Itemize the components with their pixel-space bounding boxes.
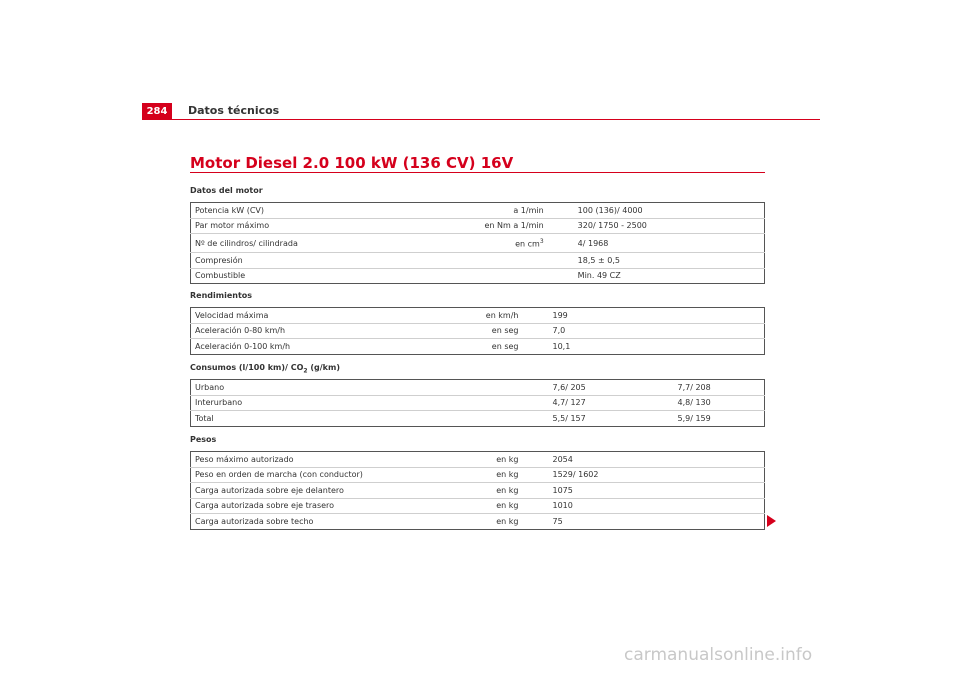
- header-divider: [142, 119, 820, 120]
- row-label: Carga autorizada sobre eje trasero: [191, 498, 481, 514]
- row-unit: en kg: [481, 483, 523, 499]
- row-label: Compresión: [191, 253, 481, 269]
- table-row: [191, 395, 765, 411]
- table-row: [191, 380, 765, 396]
- section-heading-consumos: Consumos (l/100 km)/ $CO_2$ (g/km): [190, 363, 340, 375]
- table-row: [191, 203, 765, 219]
- watermark: carmanualsonline.info: [624, 645, 813, 665]
- table-row: [191, 411, 765, 427]
- table-row: [191, 218, 765, 234]
- table-row: [191, 339, 765, 355]
- row-unit: [481, 411, 523, 427]
- table-row: [191, 452, 765, 468]
- row-label: Urbano: [191, 380, 481, 396]
- row-unit: en km/h: [481, 308, 523, 324]
- title-divider: [190, 172, 765, 173]
- row-value-2: 7,7/ 208: [648, 380, 765, 396]
- section-heading-pesos: Pesos: [190, 435, 217, 444]
- row-unit: [481, 268, 548, 284]
- section-heading-motor: Datos del motor: [190, 186, 263, 195]
- row-label: Velocidad máxima: [191, 308, 481, 324]
- page-title: Motor Diesel 2.0 100 kW (136 CV) 16V: [190, 154, 514, 172]
- consumos-table: [190, 379, 765, 427]
- row-value: 10,1: [552, 341, 571, 351]
- row-value: Min. 49 CZ: [577, 271, 621, 281]
- row-value: 7,0: [523, 323, 765, 339]
- table-row: [191, 253, 765, 269]
- row-label: Combustible: [195, 271, 246, 281]
- rendimientos-table: [190, 307, 765, 355]
- row-unit: [481, 253, 548, 269]
- row-unit: en seg: [481, 323, 523, 339]
- row-value-1: 4,7/ 127: [523, 395, 648, 411]
- row-unit: en kg: [481, 498, 523, 514]
- row-unit: en kg: [481, 452, 523, 468]
- row-value: 1075: [523, 483, 765, 499]
- row-value: 320/ 1750 - 2500: [548, 218, 765, 234]
- row-unit: [481, 380, 523, 396]
- table-row: [191, 268, 765, 284]
- row-label: Par motor máximo: [191, 218, 481, 234]
- row-unit: en kg: [481, 467, 523, 483]
- section-heading-rendimientos: Rendimientos: [190, 291, 253, 300]
- row-unit: en seg: [491, 341, 519, 351]
- row-label: Nº de cilindros/ cilindrada: [191, 234, 481, 253]
- pesos-table: [190, 451, 765, 530]
- row-unit: en kg: [496, 516, 519, 526]
- table-row: [191, 308, 765, 324]
- row-value: 1010: [523, 498, 765, 514]
- table-row: [191, 483, 765, 499]
- row-label: Potencia kW (CV): [191, 203, 481, 219]
- table-row: [191, 467, 765, 483]
- row-value-2: 5,9/ 159: [677, 413, 711, 423]
- row-value-2: 4,8/ 130: [648, 395, 765, 411]
- row-unit: [481, 395, 523, 411]
- running-header-title: Datos técnicos: [188, 104, 280, 117]
- row-unit: a 1/min: [481, 203, 548, 219]
- triangle-right-icon[interactable]: [767, 515, 776, 527]
- page-number: 284: [142, 103, 172, 119]
- table-row: [191, 234, 765, 253]
- row-label: Carga autorizada sobre eje delantero: [191, 483, 481, 499]
- row-value: 4/ 1968: [548, 234, 765, 253]
- row-value-1: 5,5/ 157: [552, 413, 586, 423]
- row-unit: en $cm^3$: [481, 234, 548, 253]
- row-label: Peso máximo autorizado: [191, 452, 481, 468]
- motor-data-table: [190, 202, 765, 284]
- row-value: 18,5 ± 0,5: [548, 253, 765, 269]
- table-row: [191, 498, 765, 514]
- row-label: Aceleración 0-100 km/h: [195, 341, 291, 351]
- row-label: Carga autorizada sobre techo: [195, 516, 314, 526]
- table-row: [191, 514, 765, 530]
- row-value: 75: [552, 516, 563, 526]
- row-label: Peso en orden de marcha (con conductor): [191, 467, 481, 483]
- row-value-1: 7,6/ 205: [523, 380, 648, 396]
- row-value: 100 (136)/ 4000: [548, 203, 765, 219]
- table-row: [191, 323, 765, 339]
- row-label: Interurbano: [191, 395, 481, 411]
- row-value: 1529/ 1602: [523, 467, 765, 483]
- row-value: 2054: [523, 452, 765, 468]
- row-label: Aceleración 0-80 km/h: [191, 323, 481, 339]
- row-label: Total: [195, 413, 214, 423]
- row-unit: en Nm a 1/min: [481, 218, 548, 234]
- row-value: 199: [523, 308, 765, 324]
